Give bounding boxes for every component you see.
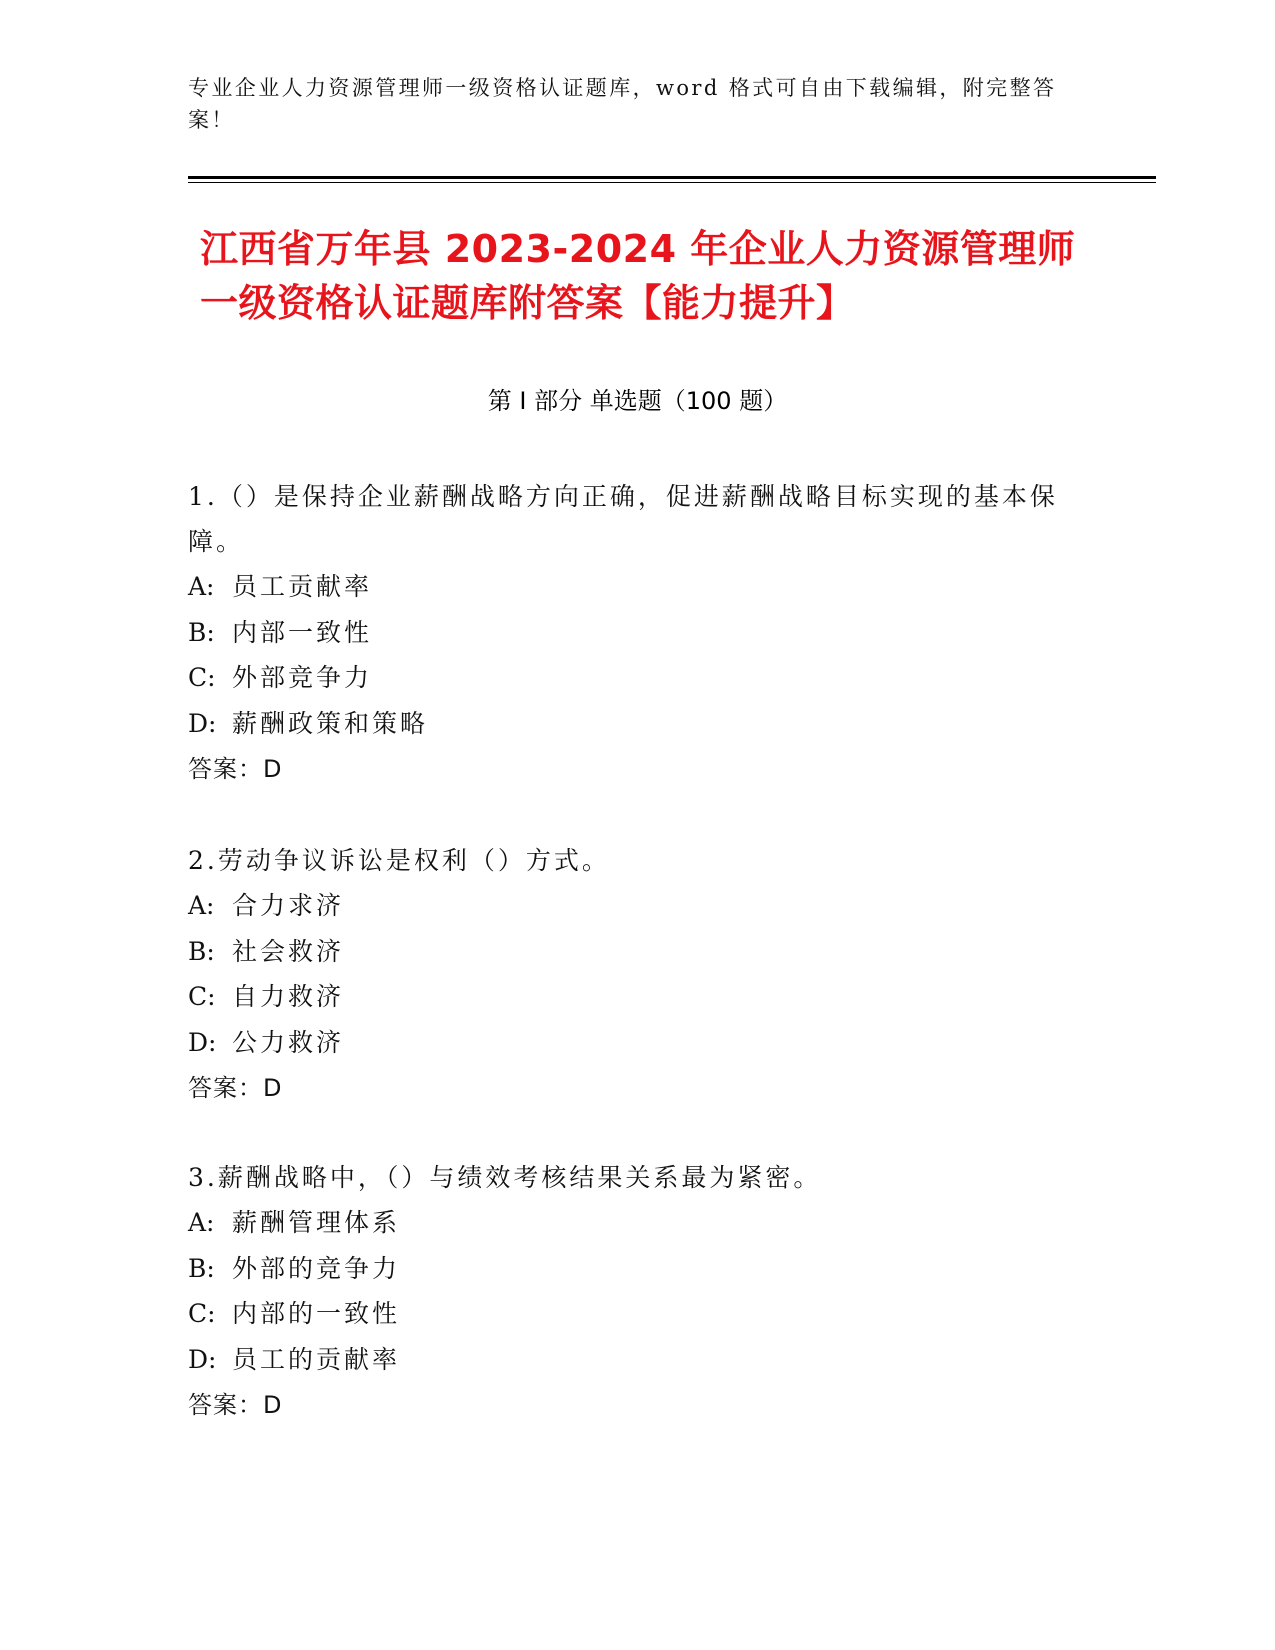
answer: 答案：D	[188, 1391, 283, 1419]
option-key: C:	[188, 1299, 216, 1328]
option-text: 社会救济	[232, 936, 345, 966]
header-divider-thin	[188, 182, 1156, 183]
question-1	[188, 474, 1068, 792]
option-c	[188, 1291, 1068, 1337]
section-title: 第 I 部分 单选题（100 题）	[487, 387, 788, 415]
option-text: 合力求济	[232, 891, 345, 920]
answer: 答案：D	[188, 755, 283, 783]
option-key: D:	[188, 1027, 217, 1057]
option-text: 内部一致性	[232, 617, 373, 647]
option-text: 内部的一致性	[232, 1299, 401, 1328]
option-key: B:	[188, 936, 215, 966]
option-key: D:	[188, 1344, 217, 1374]
option-key: C:	[188, 982, 216, 1011]
option-text: 外部竞争力	[232, 663, 373, 692]
option-c	[188, 974, 1068, 1020]
option-key: A:	[188, 1208, 215, 1237]
option-d	[188, 701, 1068, 747]
header-note: 专业企业人力资源管理师一级资格认证题库，word 格式可自由下载编辑，附完整答案！	[188, 76, 1057, 132]
option-text: 员工贡献率	[232, 572, 373, 601]
question-stem: 3.薪酬战略中，（）与绩效考核结果关系最为紧密。	[188, 1163, 822, 1192]
option-a	[188, 883, 1068, 929]
question-stem: 1.（）是保持企业薪酬战略方向正确，促进薪酬战略目标实现的基本保障。	[188, 482, 1058, 556]
option-text: 外部的竞争力	[232, 1253, 401, 1283]
option-key: B:	[188, 1253, 215, 1283]
document-title: 江西省万年县 2023-2024 年企业人力资源管理师一级资格认证题库附答案【能力提升】	[200, 227, 1076, 325]
option-key: C:	[188, 663, 216, 692]
option-d	[188, 1020, 1068, 1066]
option-a	[188, 564, 1068, 610]
option-b	[188, 929, 1068, 975]
option-b	[188, 1246, 1068, 1292]
option-b	[188, 610, 1068, 656]
option-a	[188, 1200, 1068, 1246]
question-stem: 2.劳动争议诉讼是权利（）方式。	[188, 846, 610, 875]
question-2	[188, 838, 1068, 1111]
option-key: B:	[188, 617, 215, 647]
option-text: 员工的贡献率	[232, 1344, 401, 1374]
answer: 答案：D	[188, 1074, 283, 1102]
header-divider-thick	[188, 176, 1156, 179]
option-text: 薪酬管理体系	[232, 1208, 401, 1237]
option-key: D:	[188, 708, 217, 738]
option-d	[188, 1337, 1068, 1383]
option-text: 公力救济	[232, 1027, 345, 1057]
option-key: A:	[188, 891, 215, 920]
question-3	[188, 1155, 1068, 1428]
option-text: 薪酬政策和策略	[232, 708, 429, 738]
option-key: A:	[188, 572, 215, 601]
option-c	[188, 655, 1068, 701]
option-text: 自力救济	[232, 982, 345, 1011]
